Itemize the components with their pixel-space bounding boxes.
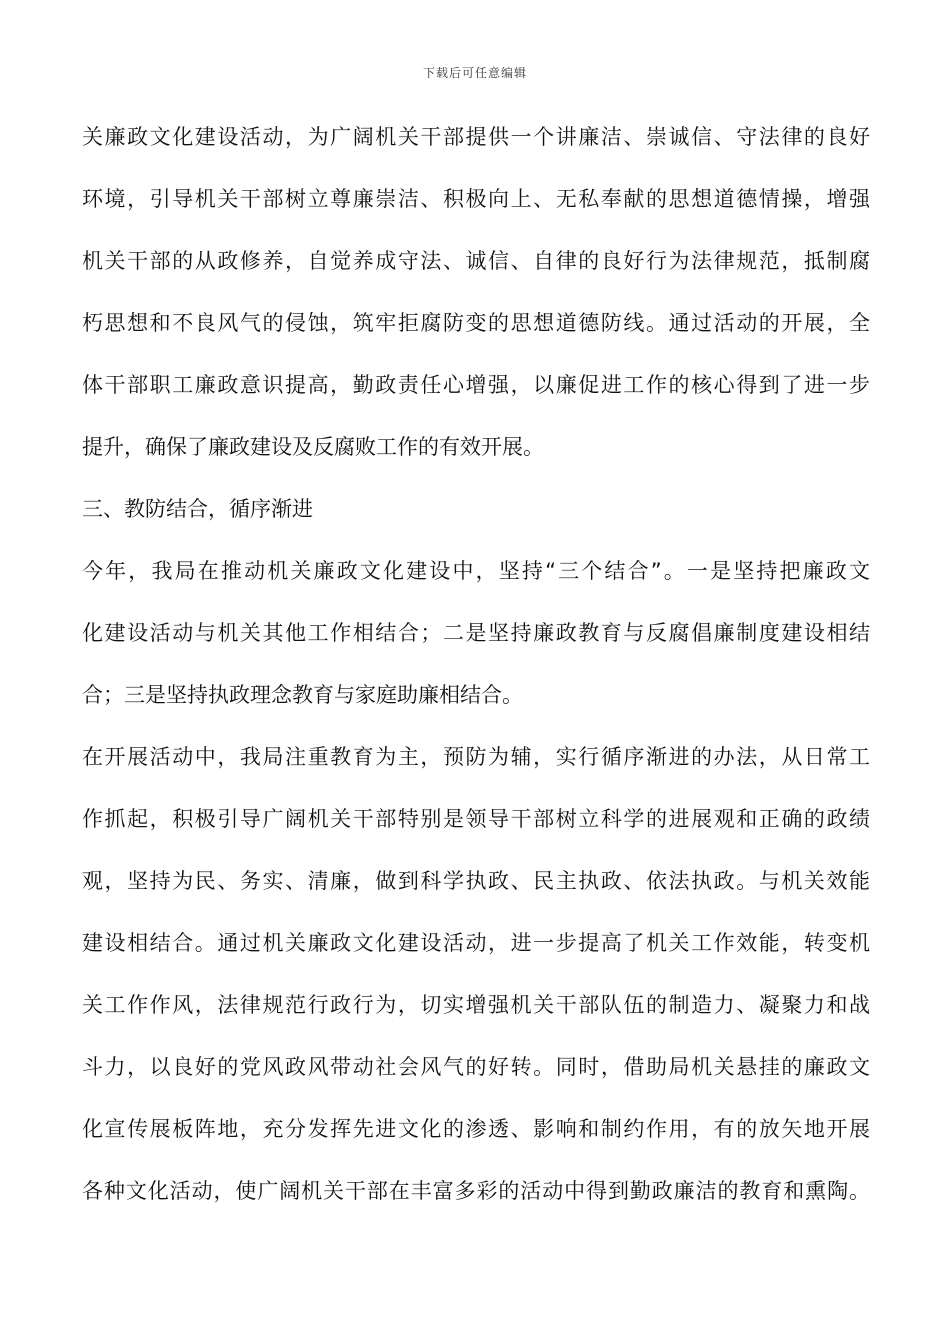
text-line: 合；三是坚持执政理念教育与家庭助廉相结合。 [82, 683, 523, 707]
text-line: 斗力，以良好的党风政风带动社会风气的好转。同时，借助局机关悬挂的廉政文 [82, 1055, 870, 1079]
text-line: 三、教防结合，循序渐进 [82, 497, 313, 521]
text-line: 观，坚持为民、务实、清廉，做到科学执政、民主执政、依法执政。与机关效能 [82, 869, 870, 893]
text-line: 体干部职工廉政意识提高，勤政责任心增强，以廉促进工作的核心得到了进一步 [82, 373, 870, 397]
text-line: 朽思想和不良风气的侵蚀，筑牢拒腐防变的思想道德防线。通过活动的开展，全 [82, 311, 870, 335]
text-line: 关工作作风，法律规范行政行为，切实增强机关干部队伍的制造力、凝聚力和战 [82, 993, 870, 1017]
text-line: 建设相结合。通过机关廉政文化建设活动，进一步提高了机关工作效能，转变机 [82, 931, 870, 955]
text-line: 各种文化活动，使广阔机关干部在丰富多彩的活动中得到勤政廉洁的教育和熏陶。 [82, 1179, 870, 1203]
text-line: 机关干部的从政修养，自觉养成守法、诚信、自律的良好行为法律规范，抵制腐 [82, 249, 870, 273]
header-note: 下载后可任意编辑 [422, 66, 527, 80]
text-line: 在开展活动中，我局注重教育为主，预防为辅，实行循序渐进的办法，从日常工 [82, 745, 870, 769]
text-line: 今年，我局在推动机关廉政文化建设中，坚持“三个结合”。一是坚持把廉政文 [82, 559, 870, 583]
text-line: 提升，确保了廉政建设及反腐败工作的有效开展。 [82, 435, 544, 459]
document-body [82, 114, 870, 1230]
text-line: 作抓起，积极引导广阔机关干部特别是领导干部树立科学的进展观和正确的政绩 [82, 807, 870, 831]
text-line: 化宣传展板阵地，充分发挥先进文化的渗透、影响和制约作用，有的放矢地开展 [82, 1117, 870, 1141]
text-line: 化建设活动与机关其他工作相结合；二是坚持廉政教育与反腐倡廉制度建设相结 [82, 621, 870, 645]
text-line: 环境，引导机关干部树立尊廉崇洁、积极向上、无私奉献的思想道德情操，增强 [82, 187, 870, 211]
text-line: 关廉政文化建设活动，为广阔机关干部提供一个讲廉洁、崇诚信、守法律的良好 [82, 125, 870, 149]
